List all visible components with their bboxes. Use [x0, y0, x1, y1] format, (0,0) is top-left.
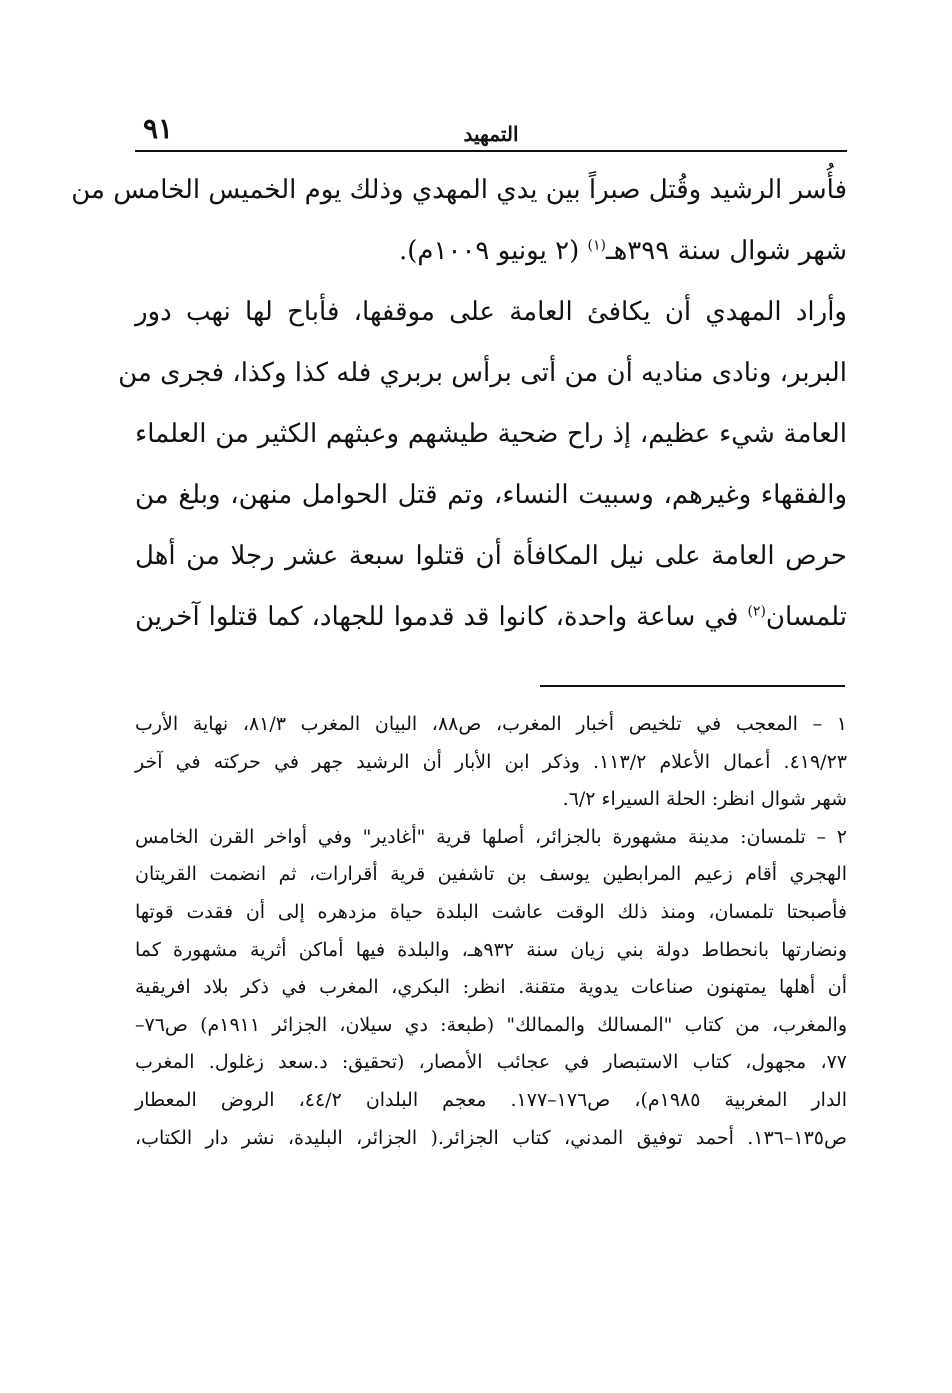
main-text: [71, 160, 848, 648]
text-fragment: تلمسان: [765, 602, 848, 632]
footnote-line: ٢ – تلمسان: مدينة مشهورة بالجزائر، أصلها قرية "أغادير" وفي أواخر القرن الخامس: [135, 825, 847, 848]
footnote-line: الدار المغربية ١٩٨٥م)، ص١٧٦–١٧٧. معجم البلدان ٤٤/٢، الروض المعطار: [135, 1088, 847, 1111]
footnote-separator: [540, 685, 845, 687]
text-line: [135, 221, 847, 282]
footnote-line: ص١٣٥–١٣٦. أحمد توفيق المدني، كتاب الجزائر.( الجزائر، البليدة، نشر دار الكتاب،: [135, 1126, 847, 1149]
footnote-line: فأصبحتا تلمسان، ومنذ ذلك الوقت عاشت البلدة حياة مزدهره إلى أن فقدت قوتها: [135, 900, 847, 923]
text-line: [135, 587, 847, 648]
footnote-line: شهر شوال انظر: الحلة السيراء ٦/٢.: [562, 788, 847, 811]
header-rule: [135, 150, 847, 152]
text-fragment: (٢ يونيو ١٠٠٩م).: [399, 236, 588, 266]
running-title: التمهيد: [463, 122, 519, 146]
footnote-line: الهجري أقام زعيم المرابطين يوسف بن تاشفين قرية أقرارات، ثم انضمت القريتان: [135, 863, 847, 886]
text-fragment: في ساعة واحدة، كانوا قد قدموا للجهاد، كما قتلوا آخرين: [135, 602, 739, 632]
footnote-ref: (٢): [747, 603, 766, 620]
page-number: ٩١: [143, 112, 174, 145]
text-line: وأراد المهدي أن يكافئ العامة على موقفها، فأباح لها نهب دور: [135, 297, 847, 327]
page-header: [135, 112, 847, 152]
text-line: فأُسر الرشيد وقُتل صبراً بين يدي المهدي وذلك يوم الخميس الخامس من: [71, 175, 847, 205]
footnote-line: أن أهلها يمتهنون صناعات يدوية متقنة. انظر: البكري، المغرب في ذكر بلاد افريقية: [135, 976, 847, 999]
text-line: البربر، ونادى مناديه أن من أتى برأس بربري فله كذا وكذا، فجرى من: [118, 358, 847, 388]
text-line: والفقهاء وغيرهم، وسبيت النساء، وتم قتل الحوامل منهن، وبلغ من: [135, 480, 847, 510]
text-fragment: شهر شوال سنة ٣٩٩هـ: [605, 236, 847, 266]
footnote-line: ٧٧، مجهول، كتاب الاستبصار في عجائب الأمصار، (تحقيق: د.سعد زغلول. المغرب: [135, 1051, 847, 1074]
footnote-line: ونضارتها بانحطاط دولة بني زيان سنة ٩٣٢هـ، والبلدة فيها أماكن أثرية مشهورة كما: [135, 938, 847, 961]
footnote-ref: (١): [587, 237, 606, 254]
text-line: حرص العامة على نيل المكافأة أن قتلوا سبعة عشر رجلا من أهل: [135, 541, 847, 571]
footnote-line: ٤١٩/٢٣. أعمال الأعلام ١١٣/٢. وذكر ابن الأبار أن الرشيد جهر في حركته في آخر: [135, 750, 847, 773]
footnote-line: والمغرب، من كتاب "المسالك والممالك" (طبعة: دي سيلان، الجزائر ١٩١١م) ص٧٦–: [135, 1013, 847, 1036]
footnotes: [135, 706, 847, 1157]
footnote-line: ١ – المعجب في تلخيص أخبار المغرب، ص٨٨، البيان المغرب ٨١/٣، نهاية الأرب: [135, 713, 847, 735]
text-line: العامة شيء عظيم، إذ راح ضحية طيشهم وعبثهم الكثير من العلماء: [135, 419, 847, 449]
